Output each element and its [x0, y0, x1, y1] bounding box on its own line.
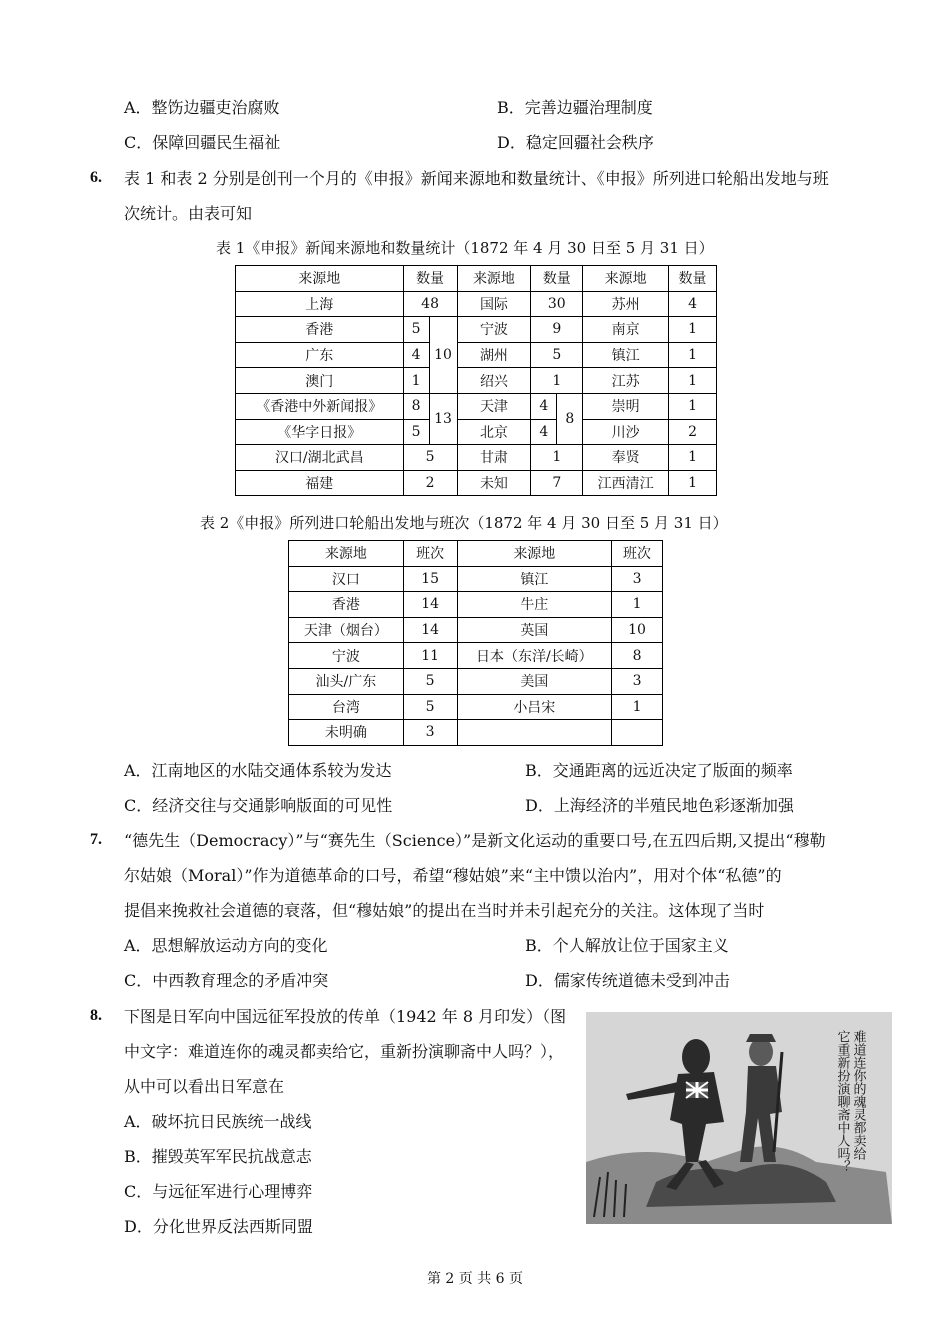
table-cell: 2	[403, 470, 457, 496]
table-cell: 15	[403, 566, 457, 592]
table2-header-cell: 来源地	[457, 541, 612, 567]
table-cell: 14	[403, 617, 457, 643]
table2-header-cell: 班次	[612, 541, 663, 567]
q7-option-d: D．儒家传统道德未受到冲击	[525, 971, 730, 990]
table-row	[289, 566, 663, 592]
table2-header-row	[289, 541, 663, 567]
table-cell	[457, 720, 612, 746]
table-row	[236, 419, 717, 445]
table-cell: 1	[669, 445, 717, 471]
table1-caption: 表 1《申报》新闻来源地和数量统计（1872 年 4 月 30 日至 5 月 31 日）	[216, 239, 714, 257]
table-cell: 英国	[457, 617, 612, 643]
table-cell: 14	[403, 592, 457, 618]
q8-option-b: B．摧毁英军军民抗战意志	[124, 1147, 312, 1166]
table1-header-cell: 数量	[531, 266, 583, 292]
table-cell: 3	[612, 566, 663, 592]
table-cell: 1	[612, 592, 663, 618]
q6-option-d: D．上海经济的半殖民地色彩逐渐加强	[525, 796, 794, 815]
table1	[235, 265, 717, 496]
union-flag-emblem	[686, 1082, 708, 1098]
table-cell: 5	[531, 342, 583, 368]
table-cell: 未明确	[289, 720, 404, 746]
table-cell: 8	[612, 643, 663, 669]
table-row	[236, 291, 717, 317]
q8-option-d: D．分化世界反法西斯同盟	[124, 1217, 313, 1236]
q6-option-a: A．江南地区的水陆交通体系较为发达	[124, 761, 392, 780]
q5-option-a: A．整饬边疆吏治腐败	[124, 98, 280, 117]
q6-option-c: C．经济交往与交通影响版面的可见性	[124, 796, 393, 815]
table-cell: 1	[531, 368, 583, 394]
table-cell: 3	[612, 668, 663, 694]
table-cell: 3	[403, 720, 457, 746]
leaflet-illustration	[586, 1012, 892, 1224]
q7-stem-line3: 提倡来挽救社会道德的衰落，但“穆姑娘”的提出在当时并未引起充分的关注。这体现了当时	[124, 901, 765, 920]
propaganda-leaflet-image	[586, 1012, 892, 1224]
table-cell: 南京	[583, 317, 669, 343]
table-row	[289, 694, 663, 720]
table-cell-merged: 13	[429, 393, 457, 444]
table2-caption: 表 2《申报》所列进口轮船出发地与班次（1872 年 4 月 30 日至 5 月 31 日）	[200, 514, 728, 532]
table-cell: 1	[531, 445, 583, 471]
table-cell: 5	[403, 445, 457, 471]
table-cell: 1	[669, 342, 717, 368]
table-row	[236, 368, 717, 394]
table-cell: 5	[403, 694, 457, 720]
table-cell: 川沙	[583, 419, 669, 445]
q8-option-c: C．与远征军进行心理博弈	[124, 1182, 313, 1201]
q6-stem-line1: 表 1 和表 2 分别是创刊一个月的《申报》新闻来源地和数量统计、《申报》所列进口轮船出发地与班	[124, 169, 829, 188]
table-cell: 江西清江	[583, 470, 669, 496]
table-cell: 8	[403, 393, 429, 419]
table1-header-row	[236, 266, 717, 292]
table-cell: 1	[669, 470, 717, 496]
table-cell: 48	[403, 291, 457, 317]
table-cell: 1	[612, 694, 663, 720]
table-row	[236, 317, 717, 343]
table-cell: 汉口	[289, 566, 404, 592]
table-cell: 7	[531, 470, 583, 496]
q8-stem-line1: 下图是日军向中国远征军投放的传单（1942 年 8 月印发）（图	[124, 1007, 567, 1026]
q7-option-a: A．思想解放运动方向的变化	[124, 936, 328, 955]
page-footer: 第 2 页 共 6 页	[426, 1271, 524, 1287]
table-cell: 汕头/广东	[289, 668, 404, 694]
table-cell: 1	[669, 317, 717, 343]
table-cell: 北京	[457, 419, 531, 445]
table-cell: 1	[669, 368, 717, 394]
table-cell: 奉贤	[583, 445, 669, 471]
table-cell: 镇江	[583, 342, 669, 368]
table1-header-cell: 来源地	[457, 266, 531, 292]
table-cell: 汉口/湖北武昌	[236, 445, 404, 471]
table1-header-cell: 来源地	[583, 266, 669, 292]
table1-header-cell: 数量	[669, 266, 717, 292]
table-cell: 澳门	[236, 368, 404, 394]
table-row	[236, 470, 717, 496]
table-cell: 广东	[236, 342, 404, 368]
table-cell-merged: 8	[557, 393, 583, 444]
table-cell: 2	[669, 419, 717, 445]
table-cell: 未知	[457, 470, 531, 496]
table-cell: 10	[612, 617, 663, 643]
q8-stem-line2: 中文字：难道连你的魂灵都卖给它，重新扮演聊斋中人吗？），	[124, 1042, 565, 1061]
q8-stem-line3: 从中可以看出日军意在	[124, 1077, 285, 1096]
table-cell: 绍兴	[457, 368, 531, 394]
table-cell: 日本（东洋/长崎）	[457, 643, 612, 669]
table-cell: 镇江	[457, 566, 612, 592]
table-cell: 9	[531, 317, 583, 343]
q7-stem-line2: 尔姑娘（Moral）”作为道德革命的口号，希望“穆姑娘”来“主中馈以治内”，用对个体“私德”的	[124, 866, 782, 885]
table-row	[236, 342, 717, 368]
table-cell: 4	[531, 419, 557, 445]
table-cell: 小吕宋	[457, 694, 612, 720]
table-cell: 11	[403, 643, 457, 669]
table-cell: 5	[403, 317, 429, 343]
q8-number: 8.	[90, 1007, 102, 1024]
table1-header-cell: 来源地	[236, 266, 404, 292]
table-cell: 宁波	[457, 317, 531, 343]
table1-header-cell: 数量	[403, 266, 457, 292]
table-cell: 《华字日报》	[236, 419, 404, 445]
table-row	[289, 720, 663, 746]
table-cell: 台湾	[289, 694, 404, 720]
q5-option-d: D．稳定回疆社会秩序	[497, 133, 654, 152]
table-cell: 宁波	[289, 643, 404, 669]
table2-header-cell: 来源地	[289, 541, 404, 567]
table-cell: 天津	[457, 393, 531, 419]
table-row	[289, 592, 663, 618]
table-cell: 甘肃	[457, 445, 531, 471]
table-cell: 1	[669, 393, 717, 419]
table-cell: 30	[531, 291, 583, 317]
q7-number: 7.	[90, 831, 102, 848]
table-cell: 上海	[236, 291, 404, 317]
q7-option-c: C．中西教育理念的矛盾冲突	[124, 971, 329, 990]
q7-stem-line1: “德先生（Democracy）”与“赛先生（Science）”是新文化运动的重要口号,在五四后期,又提出“穆勒	[124, 831, 826, 850]
table-cell: 江苏	[583, 368, 669, 394]
table-cell: 美国	[457, 668, 612, 694]
leaflet-text-col1: 难道连你的魂灵都卖给	[850, 1030, 866, 1160]
table-row	[236, 393, 717, 419]
table-cell: 5	[403, 419, 429, 445]
table-cell: 崇明	[583, 393, 669, 419]
table-cell: 4	[669, 291, 717, 317]
q6-stem-line2: 次统计。由表可知	[124, 204, 253, 223]
q7-option-b: B．个人解放让位于国家主义	[525, 936, 729, 955]
q6-number: 6.	[90, 169, 102, 186]
table-cell: 4	[403, 342, 429, 368]
table-cell: 湖州	[457, 342, 531, 368]
table-cell: 牛庄	[457, 592, 612, 618]
q6-option-b: B．交通距离的远近决定了版面的频率	[525, 761, 793, 780]
table-cell-merged: 10	[429, 317, 457, 394]
table-row	[289, 668, 663, 694]
q8-option-a: A．破坏抗日民族统一战线	[124, 1112, 312, 1131]
table-cell	[612, 720, 663, 746]
table-row	[236, 445, 717, 471]
table2-header-cell: 班次	[403, 541, 457, 567]
table-cell: 《香港中外新闻报》	[236, 393, 404, 419]
table-cell: 苏州	[583, 291, 669, 317]
q5-option-b: B．完善边疆治理制度	[497, 98, 653, 117]
table-cell: 天津（烟台）	[289, 617, 404, 643]
table-cell: 4	[531, 393, 557, 419]
table-cell: 香港	[289, 592, 404, 618]
q5-option-c: C．保障回疆民生福祉	[124, 133, 281, 152]
table-cell: 福建	[236, 470, 404, 496]
table-cell: 5	[403, 668, 457, 694]
leaflet-text-col2: 它重新扮演聊斋中人吗？	[834, 1030, 850, 1173]
table-cell: 香港	[236, 317, 404, 343]
table-cell: 1	[403, 368, 429, 394]
table-cell: 国际	[457, 291, 531, 317]
table2	[288, 540, 663, 746]
table-row	[289, 617, 663, 643]
table-row	[289, 643, 663, 669]
